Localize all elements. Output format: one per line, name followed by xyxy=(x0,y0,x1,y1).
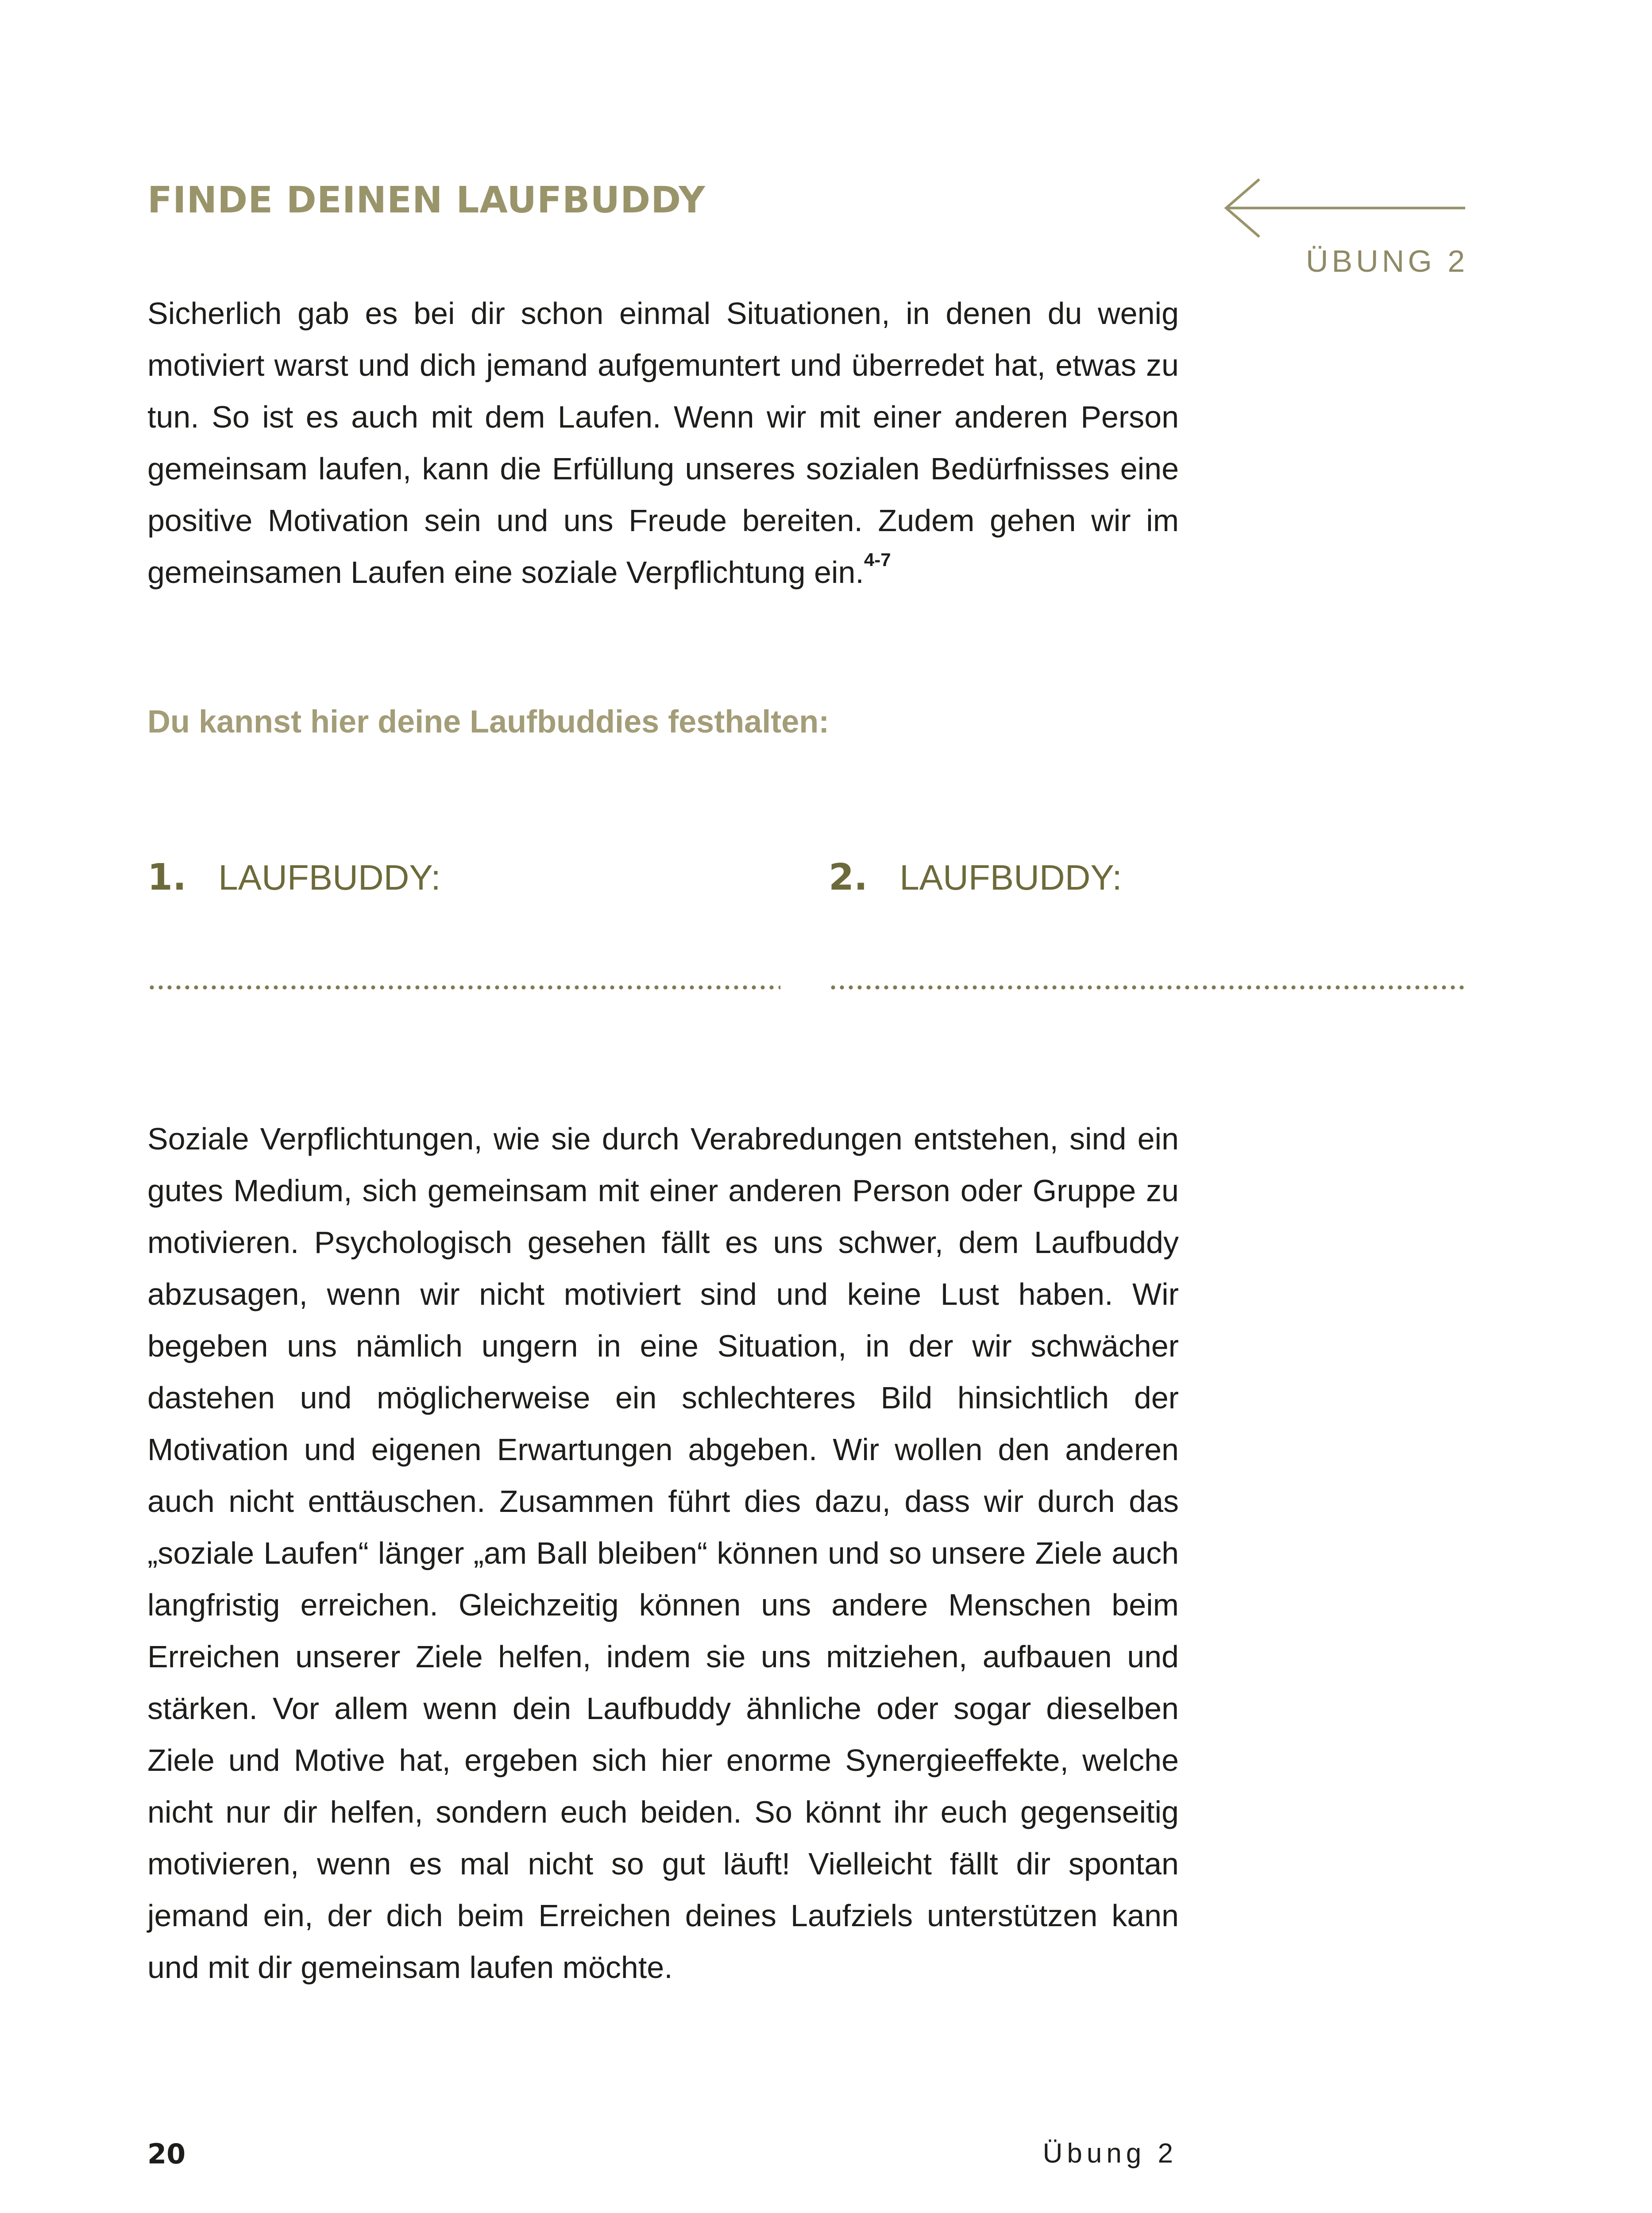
buddy-number: 2. xyxy=(829,856,868,898)
buddy-entry-2 xyxy=(829,856,1122,898)
buddy-label: LAUFBUDDY: xyxy=(218,858,441,897)
page-number: 20 xyxy=(147,2138,186,2170)
intro-text: Sicherlich gab es bei dir schon einmal Situationen, in denen du wenig motiviert warst und dich jemand aufgemuntert und überredet hat, etwas zu tun. So ist es auch mit dem Laufen. Wenn wir mit einer anderen Person gemeinsam laufen, kann die Erfüllung unseres sozialen Bedürfnisses eine positive Motivation sein und uns Freude bereiten. Zudem gehen wir im gemeinsamen Laufen eine soziale Verpflichtung ein. xyxy=(147,296,1179,590)
body-paragraph xyxy=(147,1113,1179,1993)
reference-marker: 4-7 xyxy=(864,549,891,571)
buddy-label: LAUFBUDDY: xyxy=(899,858,1122,897)
body-text: Soziale Verpflichtungen, wie sie durch Verabredungen entstehen, sind ein gutes Medium, sich gemeinsam mit einer anderen Person oder Gruppe zu motivieren. Psychologisch gesehen fällt es uns schwer, dem Laufbuddy abzusagen, wenn wir nicht motiviert sind und keine Lust haben. Wir begeben uns nämlich ungern in eine Situation, in der wir schwächer dastehen und möglicherweise ein schlechteres Bild hinsichtlich der Motivation und eigenen Erwartungen abgeben. Wir wollen den anderen auch nicht enttäuschen. Zusammen führt dies dazu, dass wir durch das „soziale Laufen“ länger „am Ball bleiben“ können und so unsere Ziele auch langfristig erreichen. Gleichzeitig können uns andere Menschen beim Erreichen unserer Ziele helfen, indem sie uns mitziehen, aufbauen und stärken. Vor allem wenn dein Laufbuddy ähnliche oder sogar dieselben Ziele und Motive hat, ergeben sich hier enorme Synergieeffekte, welche nicht nur dir helfen, sondern euch beiden. So könnt ihr euch gegenseitig motivieren, wenn es mal nicht so gut läuft! Vielleicht fällt dir spontan jemand ein, der dich beim Erreichen deines Laufziels unterstützen kann und mit dir gemeinsam laufen möchte. xyxy=(147,1122,1179,1985)
page-title: FINDE DEINEN LAUFBUDDY xyxy=(147,179,706,221)
buddy-prompt: Du kannst hier deine Laufbuddies festhalten: xyxy=(147,704,830,740)
buddy-2-write-line[interactable] xyxy=(829,985,1466,990)
buddy-1-write-line[interactable] xyxy=(147,985,780,990)
footer-section-label: Übung 2 xyxy=(1042,2138,1177,2169)
buddy-entry-1 xyxy=(147,856,441,898)
arrow-left-icon[interactable] xyxy=(1213,175,1465,241)
exercise-tag: ÜBUNG 2 xyxy=(1306,244,1469,278)
intro-paragraph xyxy=(147,288,1179,598)
buddy-number: 1. xyxy=(147,856,187,898)
